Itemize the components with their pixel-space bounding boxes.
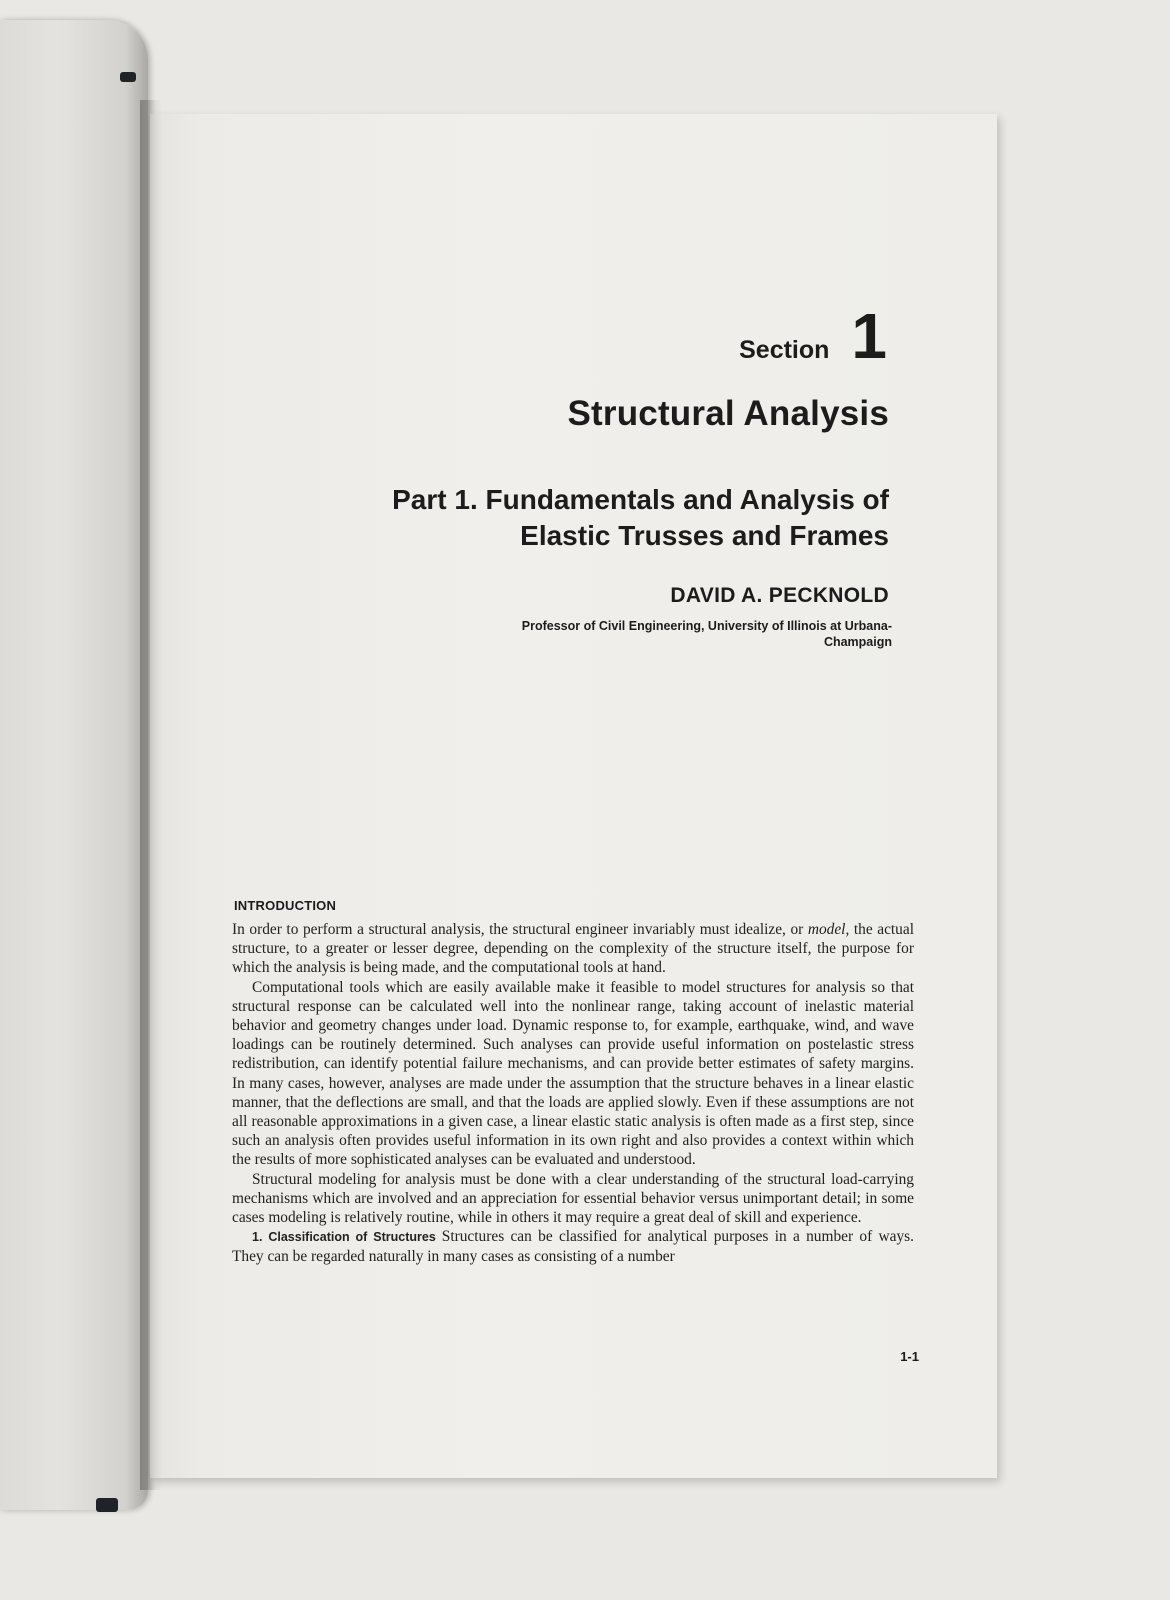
book-cover-edge-bottom [96, 1498, 118, 1512]
paragraph-2: Computational tools which are easily available make it feasible to model structures for analysis so that structural response can be calculated well into the nonlinear range, taking account of inelastic material behavior and geometry changes under load. Dynamic response to, for example, earthquake, wind, and wave loadings can be routinely determined. Such analyses can provide useful information on postelastic stress redistribution, can identify potential failure mechanisms, and can provide better estimates of safety margins. In many cases, however, analyses are made under the assumption that the structure behaves in a linear elastic manner, that the deflections are small, and that the loads are applied slowly. Even if these assumptions are not all reasonable approximations in a given case, a linear elastic static analysis is often made as a first step, since such an analysis often provides useful information in its own right and also provides a context within which the results of more sophisticated analyses can be evaluated and understood. [232, 978, 914, 1169]
author-name: DAVID A. PECKNOLD [670, 584, 889, 607]
part-title [249, 482, 889, 554]
introduction-body [232, 920, 914, 1267]
paragraph-1-end: the actual structure, to a greater or lesser degree, depending on the complexity of the structure itself, the purpose for which the analysis is being made, and the computational tools at hand. [232, 921, 914, 977]
part-title-line-1: Part 1. Fundamentals and Analysis of [392, 484, 889, 515]
paragraph-1-italic: model, [807, 921, 850, 938]
page-gutter-shadow [140, 100, 162, 1490]
section-number: 1 [851, 300, 887, 372]
page-number: 1-1 [900, 1349, 919, 1364]
part-title-line-2: Elastic Trusses and Frames [520, 520, 889, 551]
section-heading [739, 300, 887, 372]
subsection-heading: 1. Classification of Structures [252, 1230, 436, 1245]
book-page [150, 114, 997, 1478]
subsection-paragraph [232, 1227, 914, 1266]
facing-page [0, 20, 148, 1510]
section-label: Section [739, 336, 830, 364]
section-title: Structural Analysis [567, 394, 889, 433]
author-affiliation [432, 618, 892, 650]
paragraph-3: Structural modeling for analysis must be done with a clear understanding of the structural load-carrying mechanisms which are involved and an appreciation for essential behavior versus unimportant detail; in some cases modeling is relatively routine, while in others it may require a great deal of skill and experience. [232, 1170, 914, 1227]
affiliation-line-2: Champaign [823, 635, 892, 649]
subsection-text: Structures can be classified for analytical purposes in a number of ways. They can be regarded naturally in many cases as consisting of a number [232, 1228, 914, 1266]
paragraph-1-start: In order to perform a structural analysis, the structural engineer invariably must idealize, or [232, 921, 808, 938]
introduction-heading: INTRODUCTION [234, 898, 337, 913]
paragraph-1 [232, 920, 914, 978]
book-cover-edge-top [120, 72, 136, 82]
affiliation-line-1: Professor of Civil Engineering, University of Illinois at Urbana- [521, 619, 892, 633]
